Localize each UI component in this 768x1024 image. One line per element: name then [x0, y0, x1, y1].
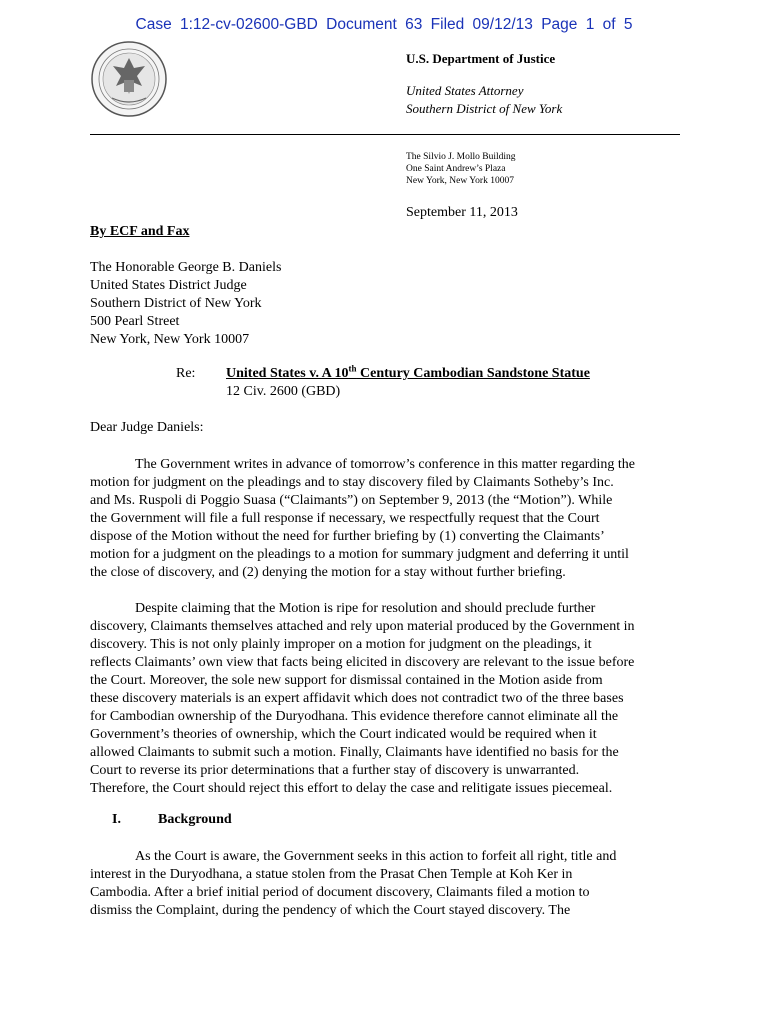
delivery-method: By ECF and Fax	[90, 224, 190, 239]
text-line: interest in the Duryodhana, a statue stolen from the Prasat Chen Temple at Koh Ker in	[90, 867, 573, 882]
letterhead-divider	[90, 134, 680, 135]
address-line: One Saint Andrew’s Plaza	[406, 164, 506, 174]
text-line: allowed Claimants to submit such a motion. Finally, Claimants have identified no basis for the	[90, 745, 619, 760]
address-line: New York, New York 10007	[406, 176, 514, 186]
text-line: motion for a judgment on the pleadings to a motion for summary judgment and deferring it until	[90, 547, 629, 562]
text-line: motion for judgment on the pleadings and to stay discovery filed by Claimants Sotheby’s Inc.	[90, 475, 614, 490]
salutation: Dear Judge Daniels:	[90, 420, 204, 435]
text-line: dismiss the Complaint, during the pendency of which the Court stayed discovery. The	[90, 903, 571, 918]
office-line: United States Attorney	[406, 83, 524, 98]
text-line: reflects Claimants’ own view that facts being elicited in discovery are relevant to the issue before	[90, 655, 635, 670]
text-line: Cambodia. After a brief initial period of document discovery, Claimants filed a motion to	[90, 885, 590, 900]
case-title-suffix: Century Cambodian Sandstone Statue	[356, 366, 590, 381]
text-line: As the Court is aware, the Government seeks in this action to forfeit all right, title and	[135, 849, 617, 864]
office-name	[406, 82, 562, 118]
text-line: dispose of the Motion without the need for further briefing by (1) converting the Claimants’	[90, 529, 605, 544]
paragraph-2	[90, 600, 690, 798]
text-line: discovery, Claimants themselves attached and rely upon material produced by the Government in	[90, 619, 635, 634]
text-line: The Government writes in advance of tomorrow’s conference in this matter regarding the	[135, 457, 635, 472]
recipient-line: The Honorable George B. Daniels	[90, 260, 282, 275]
recipient-block	[90, 259, 281, 349]
text-line: and Ms. Ruspoli di Poggio Suasa (“Claimants”) on September 9, 2013 (the “Motion”). While	[90, 493, 613, 508]
case-title	[226, 363, 590, 382]
text-line: for Cambodian ownership of the Duryodhana. This evidence therefore cannot eliminate all the	[90, 709, 619, 724]
text-line: discovery. This is not only plainly improper on a motion for judgment on the pleadings, it	[90, 637, 592, 652]
text-line: Despite claiming that the Motion is ripe for resolution and should preclude further	[135, 601, 596, 616]
section-title: Background	[158, 812, 232, 827]
re-label: Re:	[176, 366, 196, 381]
address-line: The Silvio J. Mollo Building	[406, 152, 516, 162]
letter-date: September 11, 2013	[406, 205, 518, 220]
office-address	[406, 151, 516, 187]
recipient-line: 500 Pearl Street	[90, 314, 180, 329]
paragraph-3	[90, 848, 690, 920]
department-name: U.S. Department of Justice	[406, 51, 556, 66]
court-filing-header: Case 1:12-cv-02600-GBD Document 63 Filed 09/12/13 Page 1 of 5	[135, 16, 633, 33]
recipient-line: Southern District of New York	[90, 296, 262, 311]
recipient-line: United States District Judge	[90, 278, 247, 293]
paragraph-1	[90, 456, 690, 582]
text-line: Government’s theories of ownership, which the Court indicated would be required when it	[90, 727, 597, 742]
case-number: 12 Civ. 2600 (GBD)	[226, 384, 341, 399]
section-number: I.	[112, 812, 121, 827]
text-line: Court to reverse its prior determinations that a further stay of discovery is unwarranted.	[90, 763, 580, 778]
text-line: these discovery materials is an expert affidavit which does not contradict two of the three bases	[90, 691, 624, 706]
case-title-prefix: United States v. A 10	[226, 366, 349, 381]
recipient-line: New York, New York 10007	[90, 332, 250, 347]
text-line: the Court. Moreover, the sole new support for dismissal contained in the Motion aside from	[90, 673, 603, 688]
text-line: the close of discovery, and (2) denying the motion for a stay without further briefing.	[90, 565, 566, 580]
case-title-sup: th	[348, 363, 357, 374]
office-line: Southern District of New York	[406, 101, 563, 116]
doj-seal-icon	[90, 40, 168, 118]
text-line: the Government will file a full response if necessary, we respectfully request that the Court	[90, 511, 600, 526]
text-line: Therefore, the Court should reject this effort to delay the case and relitigate issues piecemeal.	[90, 781, 613, 796]
